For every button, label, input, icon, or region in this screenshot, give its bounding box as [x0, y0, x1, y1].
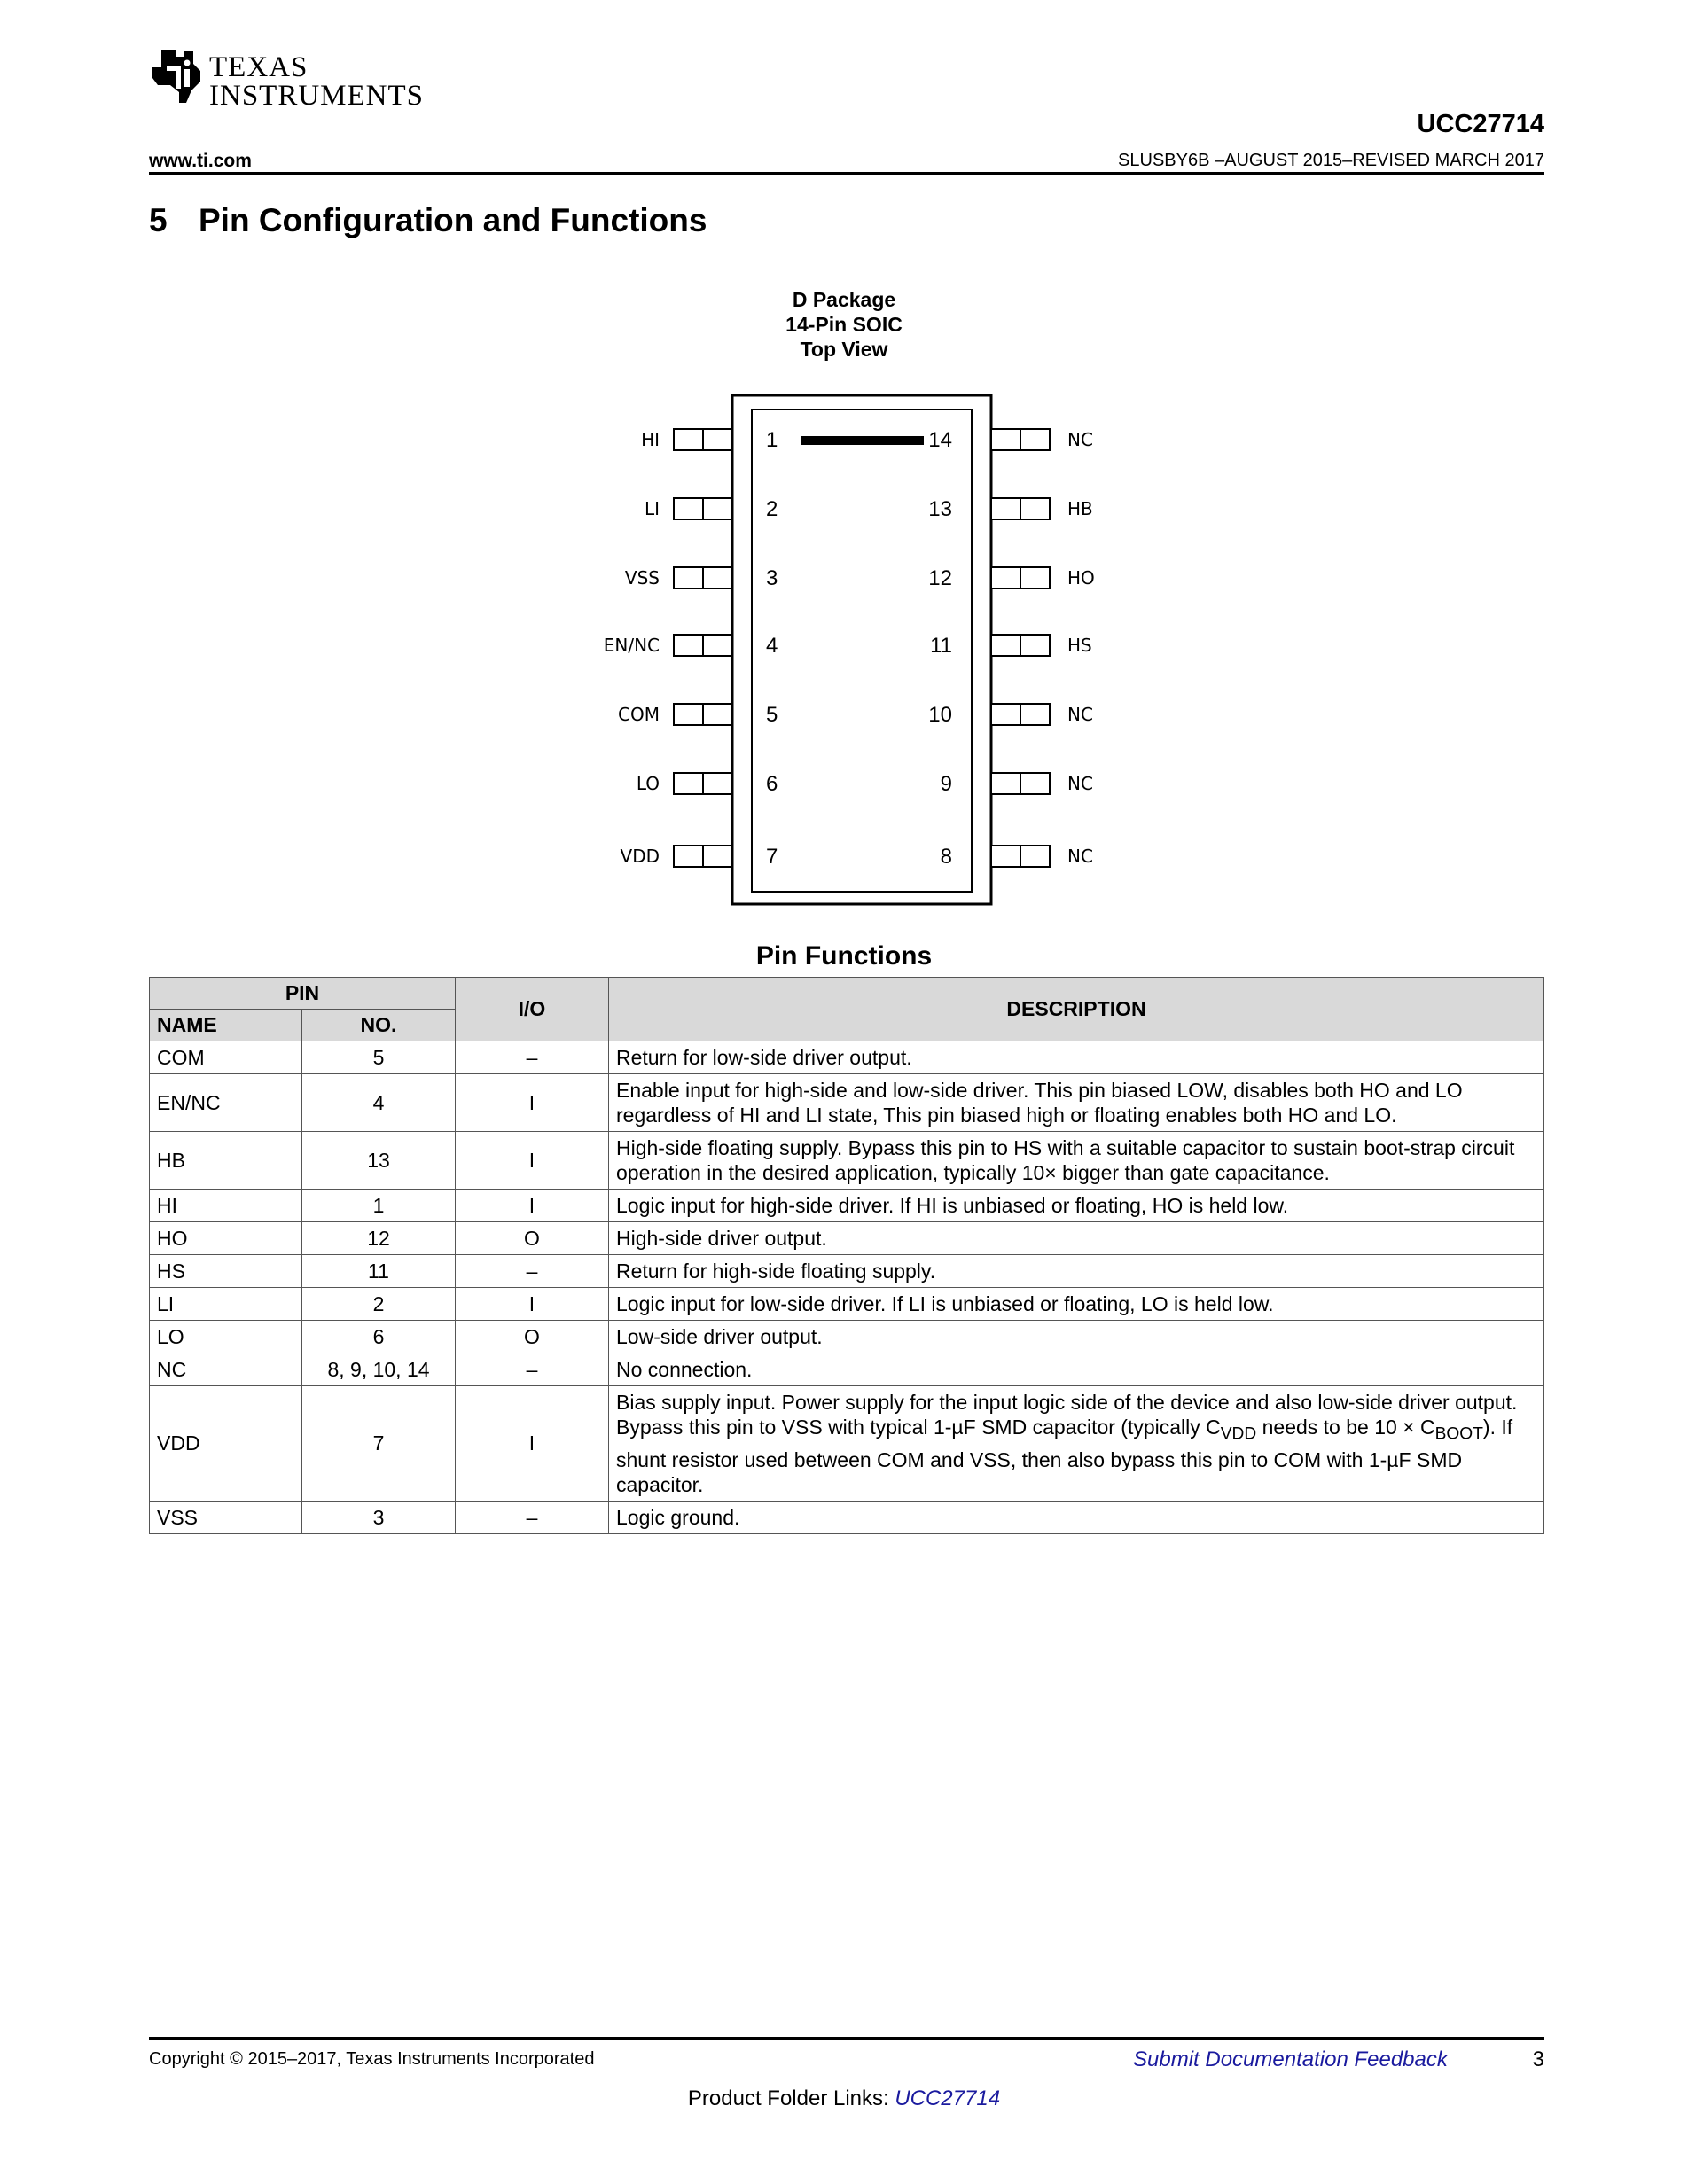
copyright: Copyright © 2015–2017, Texas Instruments Incorporated — [149, 2049, 595, 2069]
pin-io: I — [456, 1288, 609, 1321]
pin-description: Return for high-side floating supply. — [609, 1255, 1544, 1288]
pin-number: 3 — [302, 1501, 456, 1533]
pin-number: 13 — [302, 1132, 456, 1190]
pin-label: VSS — [624, 567, 660, 589]
header-description: DESCRIPTION — [609, 978, 1544, 1041]
header-no: NO. — [302, 1010, 456, 1041]
pin-io: – — [456, 1501, 609, 1533]
pin-number: 8, 9, 10, 14 — [302, 1353, 456, 1386]
vdd-desc-part-3: ). If shunt resistor used between COM and VSS, then also bypass this pin to COM with 1-µF SMD capacitor. — [616, 1416, 1513, 1496]
table-header-row — [150, 978, 1544, 1010]
header-pin: PIN — [150, 978, 456, 1010]
pin-name: LI — [150, 1288, 302, 1321]
table-title: Pin Functions — [755, 941, 933, 971]
product-folder-links — [0, 2086, 1688, 2111]
vdd-desc-part-2: needs to be 10 × C — [1256, 1416, 1435, 1439]
pin-description: No connection. — [609, 1353, 1544, 1386]
pin-label: HI — [641, 429, 660, 450]
pin-functions-table — [149, 977, 1544, 1534]
pin-description: Return for low-side driver output. — [609, 1041, 1544, 1074]
website-link[interactable]: www.ti.com — [149, 151, 252, 171]
header-io: I/O — [456, 978, 609, 1041]
left-pin-5 — [618, 703, 778, 727]
pin-number: 7 — [302, 1386, 456, 1502]
pin-description — [609, 1386, 1544, 1502]
left-pin-2 — [645, 497, 778, 521]
pin-description: High-side floating supply. Bypass this pin to HS with a suitable capacitor to sustain boot-strap circuit operation in the desired application, typically 10× bigger than gate capacitance. — [609, 1132, 1544, 1190]
pin-number: 2 — [302, 1288, 456, 1321]
folder-label: Product Folder Links: — [687, 2086, 895, 2110]
pin-io: – — [456, 1041, 609, 1074]
right-pin-8 — [941, 845, 1093, 869]
table-row — [150, 1386, 1544, 1502]
pin-description: Low-side driver output. — [609, 1321, 1544, 1353]
pin-name: HO — [150, 1222, 302, 1255]
page-number: 3 — [1532, 2048, 1544, 2071]
pin-number: 4 — [302, 1074, 456, 1132]
submit-feedback-link[interactable]: Submit Documentation Feedback — [1133, 2048, 1448, 2071]
package-type: 14-Pin SOIC — [785, 313, 903, 336]
pinout-diagram — [550, 390, 1135, 913]
right-pin-14 — [928, 428, 1093, 452]
pin-label: NC — [1067, 846, 1093, 867]
right-pin-10 — [928, 703, 1093, 727]
pin-io: O — [456, 1321, 609, 1353]
section-heading — [149, 202, 707, 239]
section-title: Pin Configuration and Functions — [199, 202, 707, 238]
pin-label: NC — [1067, 704, 1093, 725]
pin-number: 2 — [766, 497, 778, 521]
pin-io: – — [456, 1255, 609, 1288]
pin-description: Enable input for high-side and low-side driver. This pin biased LOW, disables both HO and LO regardless of HI and LI state, This pin biased high or floating enables both HO and LO. — [609, 1074, 1544, 1132]
pin-number: 5 — [766, 703, 778, 727]
pin-io: I — [456, 1190, 609, 1222]
left-pin-7 — [621, 845, 778, 869]
pin-io: I — [456, 1074, 609, 1132]
table-row — [150, 1353, 1544, 1386]
pin-label: NC — [1067, 773, 1093, 794]
vdd-desc-sub-1: VDD — [1220, 1424, 1257, 1444]
package-view: Top View — [800, 338, 888, 361]
header-name: NAME — [150, 1010, 302, 1041]
pin-number: 6 — [302, 1321, 456, 1353]
table-row — [150, 1074, 1544, 1132]
pin-number: 1 — [766, 428, 778, 452]
table-row — [150, 1132, 1544, 1190]
pin-number: 5 — [302, 1041, 456, 1074]
pin-number: 14 — [928, 428, 952, 452]
table-row — [150, 1288, 1544, 1321]
product-folder-link[interactable]: UCC27714 — [895, 2086, 1001, 2110]
pin-number: 13 — [928, 497, 952, 521]
pin-name: LO — [150, 1321, 302, 1353]
brand-line-2: INSTRUMENTS — [209, 80, 425, 112]
pin-label: COM — [618, 704, 660, 725]
pin-io: I — [456, 1132, 609, 1190]
left-pin-3 — [625, 566, 778, 590]
pin1-marker — [801, 436, 924, 445]
section-number: 5 — [149, 202, 168, 238]
pin-label: HS — [1067, 635, 1092, 656]
pin-number: 7 — [766, 845, 778, 869]
right-pin-9 — [941, 772, 1093, 796]
table-row — [150, 1190, 1544, 1222]
pin-number: 6 — [766, 772, 778, 796]
pin-io: O — [456, 1222, 609, 1255]
pin-name: VDD — [150, 1386, 302, 1502]
pin-number: 9 — [940, 772, 952, 796]
document-id: SLUSBY6B –AUGUST 2015–REVISED MARCH 2017 — [1118, 151, 1544, 170]
right-pin-13 — [928, 497, 1092, 521]
pin-number: 11 — [930, 634, 952, 658]
right-pin-12 — [928, 566, 1094, 590]
pin-label: LO — [636, 773, 660, 794]
header-rule — [149, 172, 1544, 176]
pin-description: Logic input for low-side driver. If LI is unbiased or floating, LO is held low. — [609, 1288, 1544, 1321]
package-name: D Package — [792, 288, 896, 311]
pin-name: COM — [150, 1041, 302, 1074]
pin-name: VSS — [150, 1501, 302, 1533]
pin-number: 3 — [766, 566, 778, 590]
pin-io: – — [456, 1353, 609, 1386]
pin-description: Logic input for high-side driver. If HI is unbiased or floating, HO is held low. — [609, 1190, 1544, 1222]
table-row — [150, 1041, 1544, 1074]
pin-label: HO — [1067, 567, 1095, 589]
pin-label: EN/NC — [603, 635, 660, 656]
pin-label: NC — [1067, 429, 1093, 450]
pin-description: High-side driver output. — [609, 1222, 1544, 1255]
pin-number: 8 — [940, 845, 952, 869]
pin-label: HB — [1067, 498, 1093, 519]
right-pin-11 — [930, 634, 1092, 658]
part-number: UCC27714 — [1417, 110, 1544, 138]
pin-io: I — [456, 1386, 609, 1502]
left-pin-1 — [641, 428, 778, 452]
package-caption — [667, 287, 1021, 362]
pin-number: 12 — [302, 1222, 456, 1255]
pin-description: Logic ground. — [609, 1501, 1544, 1533]
ti-logo — [149, 46, 425, 117]
pin-number: 11 — [302, 1255, 456, 1288]
ti-logo-icon — [149, 46, 206, 106]
pin-number: 1 — [302, 1190, 456, 1222]
pin-number: 12 — [928, 566, 952, 590]
pin-name: EN/NC — [150, 1074, 302, 1132]
brand-line-1: TEXAS — [209, 51, 309, 83]
table-row — [150, 1321, 1544, 1353]
pin-label: VDD — [620, 846, 660, 867]
pin-name: HI — [150, 1190, 302, 1222]
table-row — [150, 1255, 1544, 1288]
vdd-desc-sub-2: BOOT — [1434, 1424, 1483, 1444]
footer-rule — [149, 2037, 1544, 2040]
pin-number: 10 — [928, 703, 952, 727]
vdd-desc-part-1: Bias supply input. Power supply for the input logic side of the device and also low-side driver output. Bypass this pin to VSS with typical 1-µF SMD capacitor (typically C — [616, 1391, 1518, 1439]
pin-name: NC — [150, 1353, 302, 1386]
table-row — [150, 1222, 1544, 1255]
pin-name: HB — [150, 1132, 302, 1190]
pin-name: HS — [150, 1255, 302, 1288]
table-row — [150, 1501, 1544, 1533]
pin-number: 4 — [766, 634, 778, 658]
pin-label: LI — [644, 498, 660, 519]
left-pin-6 — [637, 772, 778, 796]
